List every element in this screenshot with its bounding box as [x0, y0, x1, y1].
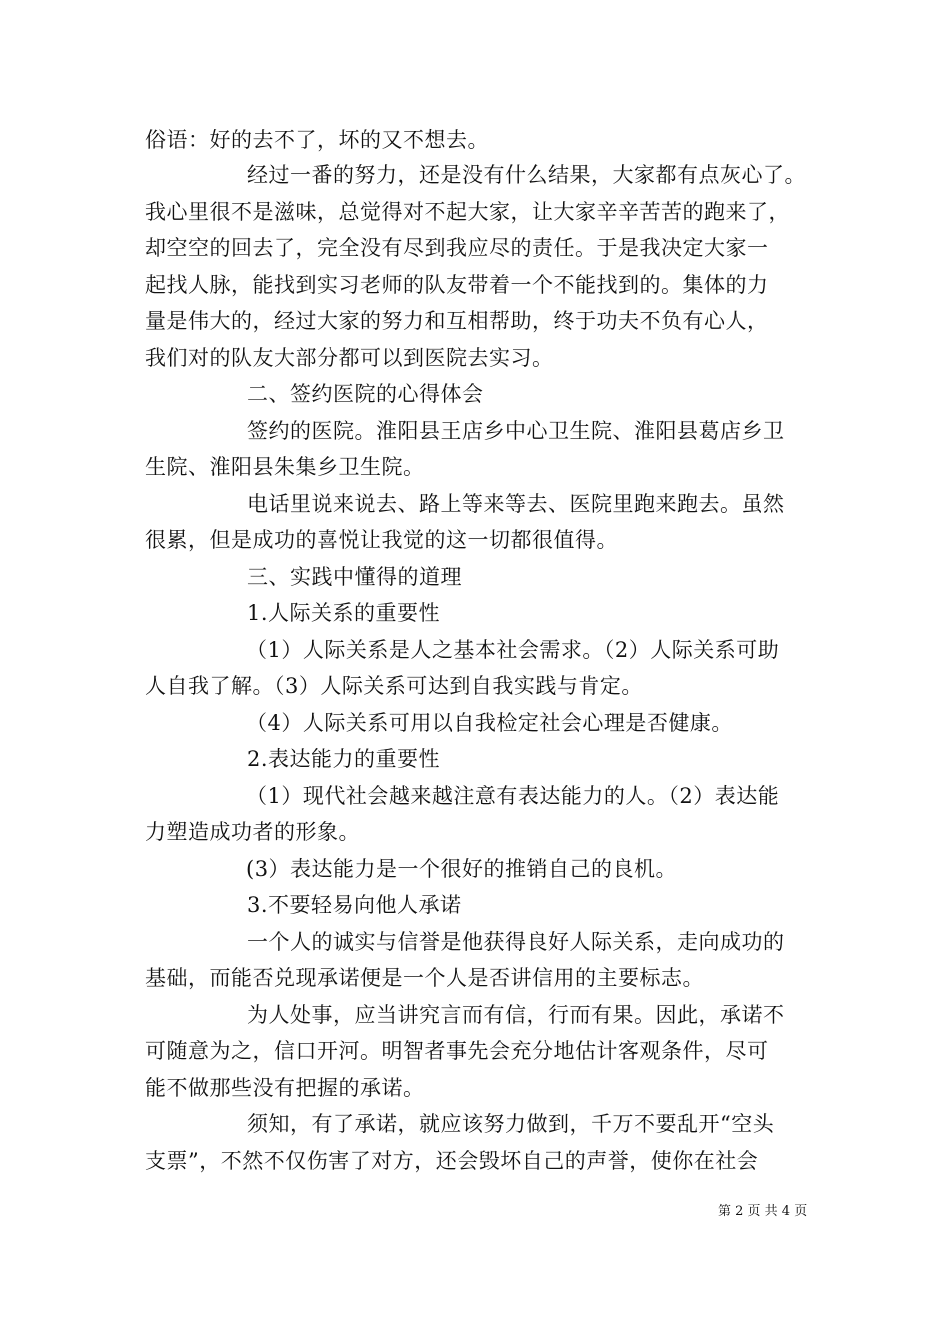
text-line: （1）人际关系是人之基本社会需求。（2）人际关系可助 [246, 638, 780, 662]
subsection-heading: 2.表达能力的重要性 [247, 747, 441, 771]
text-line: 能不做那些没有把握的承诺。 [145, 1076, 425, 1100]
subsection-heading: 3.不要轻易向他人承诺 [247, 893, 462, 917]
text-line: 起找人脉，能找到实习老师的队友带着一个不能找到的。集体的力 [145, 273, 769, 297]
text-line: (3）表达能力是一个很好的推销自己的良机。 [246, 857, 678, 881]
text-line: 基础，而能否兑现承诺便是一个人是否讲信用的主要标志。 [145, 966, 704, 990]
text-line: 俗语：好的去不了，坏的又不想去。 [145, 128, 489, 152]
subsection-heading: 1.人际关系的重要性 [247, 601, 441, 625]
text-line: 人自我了解。（3）人际关系可达到自我实践与肯定。 [145, 674, 643, 698]
text-line: 力塑造成功者的形象。 [145, 820, 360, 844]
text-line: 经过一番的努力，还是没有什么结果，大家都有点灰心了。 [247, 163, 806, 187]
text-line: 签约的医院。淮阳县王店乡中心卫生院、淮阳县葛店乡卫 [247, 419, 785, 443]
text-line: 电话里说来说去、路上等来等去、医院里跑来跑去。虽然 [247, 492, 785, 516]
section-heading: 二、签约医院的心得体会 [247, 382, 484, 406]
page-number: 第 2 页 共 4 页 [718, 1204, 808, 1219]
text-line: 一个人的诚实与信誉是他获得良好人际关系，走向成功的 [247, 930, 785, 954]
text-line: 须知，有了承诺，就应该努力做到，千万不要乱开“空头 [247, 1112, 775, 1136]
text-line: 很累，但是成功的喜悦让我觉的这一切都很值得。 [145, 528, 618, 552]
text-line: 量是伟大的，经过大家的努力和互相帮助，终于功夫不负有心人， [145, 309, 769, 333]
text-line: 我心里很不是滋味，总觉得对不起大家，让大家辛辛苦苦的跑来了， [145, 200, 790, 224]
text-line: 可随意为之，信口开河。明智者事先会充分地估计客观条件，尽可 [145, 1039, 769, 1063]
text-line: 为人处事，应当讲究言而有信，行而有果。因此，承诺不 [247, 1003, 785, 1027]
text-line: 支票”，不然不仅伤害了对方，还会毁坏自己的声誉，使你在社会 [145, 1149, 759, 1173]
text-line: 却空空的回去了，完全没有尽到我应尽的责任。于是我决定大家一 [145, 236, 769, 260]
text-line: （4）人际关系可用以自我检定社会心理是否健康。 [246, 711, 733, 735]
text-line: 我们对的队友大部分都可以到医院去实习。 [145, 346, 554, 370]
section-heading: 三、实践中懂得的道理 [247, 565, 462, 589]
text-line: 生院、淮阳县朱集乡卫生院。 [145, 455, 425, 479]
text-line: （1）现代社会越来越注意有表达能力的人。（2）表达能 [246, 784, 780, 808]
